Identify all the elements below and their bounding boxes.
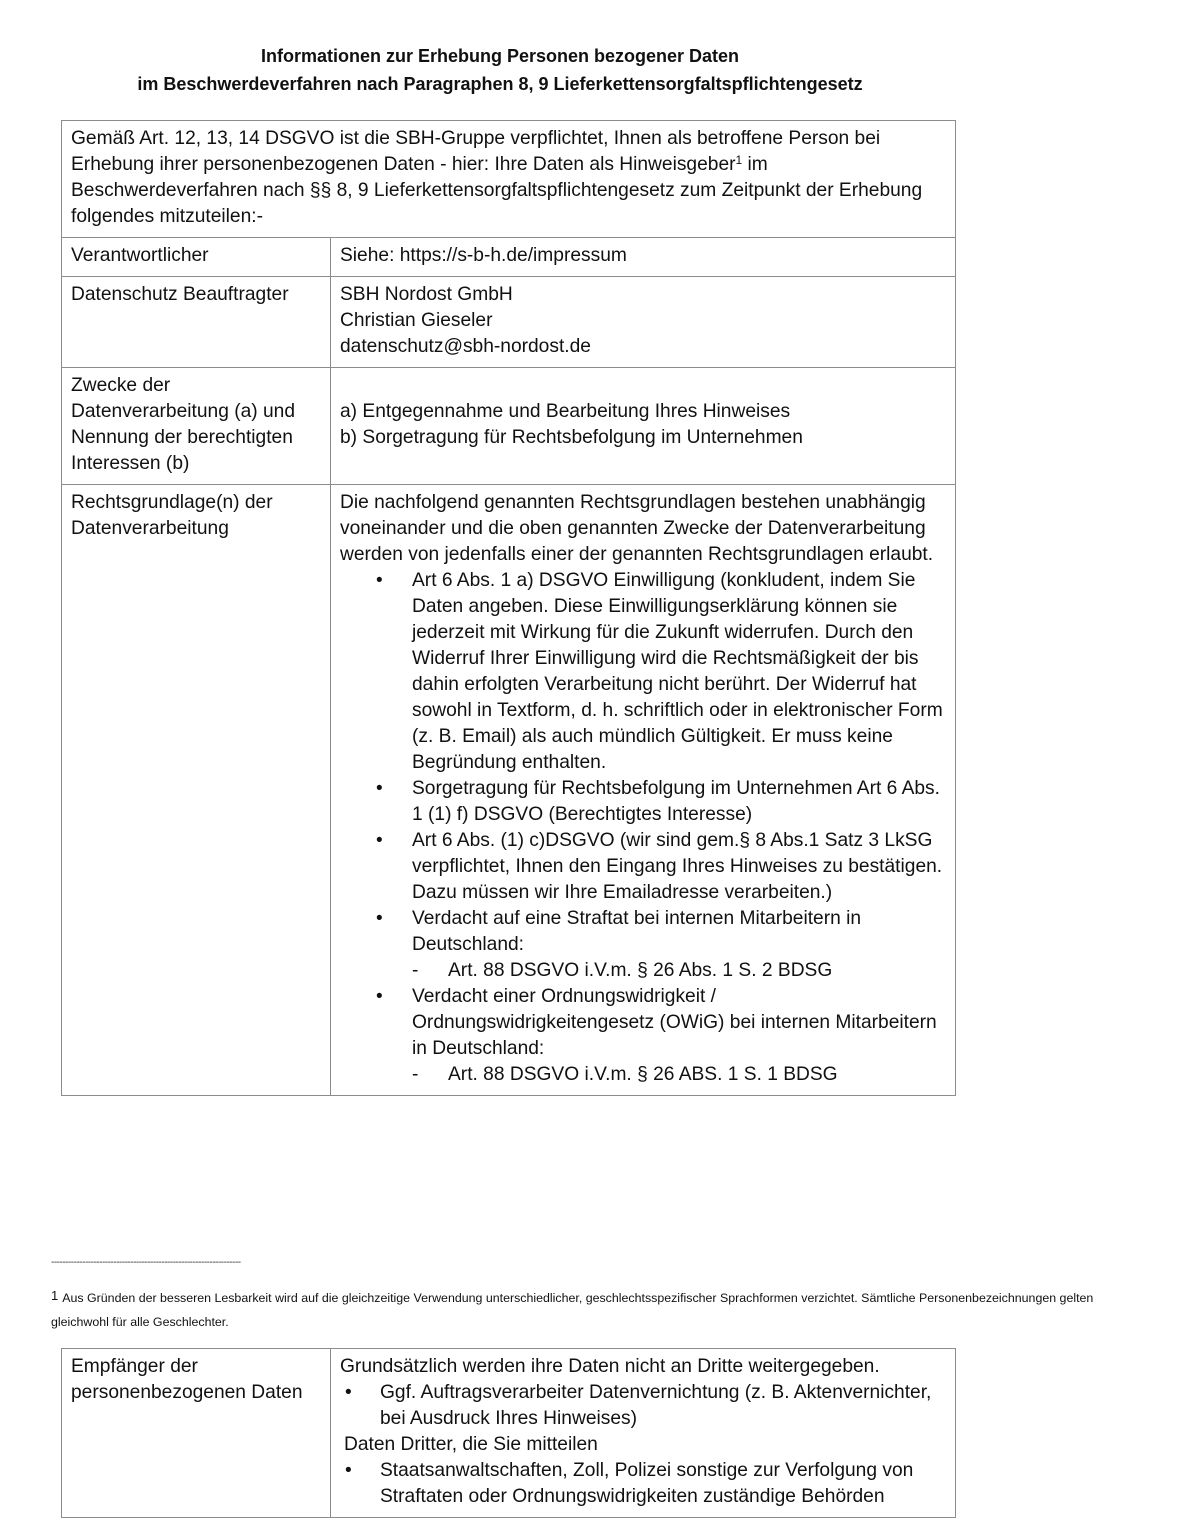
footnote-ref: 1 [735,153,743,167]
purpose-b: b) Sorgetragung für Rechtsbefolgung im Unternehmen [340,427,803,448]
dpo-value [331,277,956,368]
table-row [62,485,956,1096]
legal-basis-label: Rechtsgrundlage(n) der Datenverarbeitung [62,485,331,1096]
footnote [51,1284,1151,1334]
sub-item: - Art. 88 DSGVO i.V.m. § 26 ABS. 1 S. 1 BDSG [340,1062,947,1088]
legal-basis-list-cont [340,984,947,1062]
legal-basis-value [331,485,956,1096]
table-row [62,1349,956,1518]
intro-row [62,121,956,238]
list-item: • Verdacht auf eine Straftat bei internen Mitarbeitern in Deutschland: [340,906,947,958]
privacy-info-table [61,120,956,1096]
intro-text-after: im Beschwerdeverfahren nach §§ 8, 9 Lieferkettensorgfaltspflichtengesetz zum Zeitpunkt der Erhebung folgendes mitzuteilen:- [71,154,923,227]
list-item: • Ggf. Auftragsverarbeiter Datenvernichtung (z. B. Aktenvernichter, bei Ausdruck Ihres Hinweises) [340,1380,947,1432]
dpo-email: datenschutz@sbh-nordost.de [340,336,591,357]
document-title [0,42,1000,98]
footnote-text: Aus Gründen der besseren Lesbarkeit wird auf die gleichzeitige Verwendung unterschiedlicher, geschlechtsspezifischer Sprachformen verzichtet. Sämtliche Personenbezeichnungen gelten gleichwohl für alle Geschlechter. [51,1291,1094,1329]
title-line-2: im Beschwerdeverfahren nach Paragraphen 8, 9 Lieferkettensorgfaltspflichtengesetz [137,74,863,94]
list-item: • Sorgetragung für Rechtsbefolgung im Unternehmen Art 6 Abs. 1 (1) f) DSGVO (Berechtigtes Interesse) [340,776,947,828]
intro-text-before: Gemäß Art. 12, 13, 14 DSGVO ist die SBH-Gruppe verpflichtet, Ihnen als betroffene Person bei Erhebung ihrer personenbezogenen Daten - hier: Ihre Daten als Hinweisgeber [71,128,881,175]
dpo-company: SBH Nordost GmbH [340,284,513,305]
responsible-label: Verantwortlicher [62,238,331,277]
legal-basis-list [340,568,947,958]
dpo-name: Christian Gieseler [340,310,493,331]
recipients-table [61,1348,956,1518]
title-line-1: Informationen zur Erhebung Personen bezogener Daten [260,46,740,66]
footnote-number: 1 [51,1288,59,1303]
table-row [62,277,956,368]
recipients-label: Empfänger der personenbezogenen Daten [62,1349,331,1518]
list-item: • Staatsanwaltschaften, Zoll, Polizei sonstige zur Verfolgung von Straftaten oder Ordnungswidrigkeiten zuständige Behörden [340,1458,947,1510]
recipients-list-2 [340,1458,947,1510]
legal-basis-intro: Die nachfolgend genannten Rechtsgrundlagen bestehen unabhängig voneinander und die oben genannten Zwecke der Datenverarbeitung werden von jedenfalls einer der genannten Rechtsgrundlagen erlaubt. [340,492,934,565]
table-row [62,368,956,485]
sub-item: - Art. 88 DSGVO i.V.m. § 26 Abs. 1 S. 2 BDSG [340,958,947,984]
list-item: • Art 6 Abs. (1) c)DSGVO (wir sind gem.§ 8 Abs.1 Satz 3 LkSG verpflichtet, Ihnen den Eingang Ihres Hinweises zu bestätigen. Dazu müssen wir Ihre Emailadresse verarbeiten.) [340,828,947,906]
dpo-label: Datenschutz Beauftragter [62,277,331,368]
recipients-value [331,1349,956,1518]
purpose-a: a) Entgegennahme und Bearbeitung Ihres Hinweises [340,401,791,422]
footnote-separator: ------------------------------------------------------------------- [51,1257,241,1268]
third-party-heading: Daten Dritter, die Sie mitteilen [344,1434,598,1455]
purposes-value [331,368,956,485]
recipients-list-1 [340,1380,947,1432]
list-item: • Verdacht einer Ordnungswidrigkeit / Ordnungswidrigkeitengesetz (OWiG) bei internen Mitarbeitern in Deutschland: [340,984,947,1062]
recipients-intro: Grundsätzlich werden ihre Daten nicht an Dritte weitergegeben. [340,1356,880,1377]
purposes-label: Zwecke der Datenverarbeitung (a) und Nennung der berechtigten Interessen (b) [62,368,331,485]
list-item: • Art 6 Abs. 1 a) DSGVO Einwilligung (konkludent, indem Sie Daten angeben. Diese Einwilligungserklärung können sie jederzeit mit Wirkung für die Zukunft widerrufen. Durch den Widerruf Ihrer Einwilligung wird die Rechtsmäßigkeit der bis dahin erfolgten Verarbeitung nicht berührt. Der Widerruf hat sowohl in Textform, d. h. schriftlich oder in elektronischer Form (z. B. Email) als auch mündlich Gültigkeit. Er muss keine Begründung enthalten. [340,568,947,776]
responsible-value: Siehe: https://s-b-h.de/impressum [331,238,956,277]
table-row [62,238,956,277]
intro-cell [62,121,956,238]
